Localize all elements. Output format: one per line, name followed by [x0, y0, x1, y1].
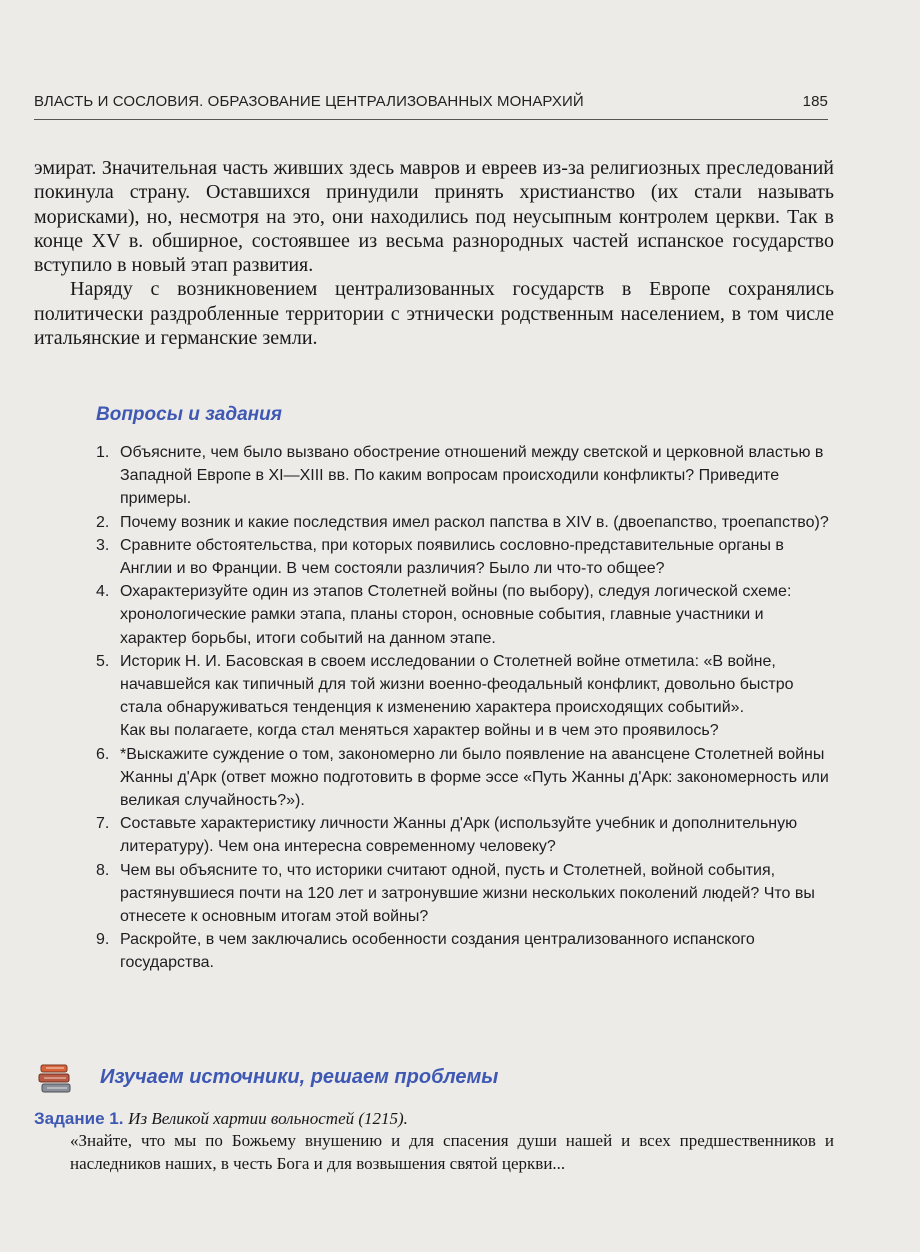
task-source: Из Великой хартии вольностей (1215).	[128, 1109, 408, 1128]
paragraph: Наряду с возникновением централизованных государств в Европе сохранялись политически раздробленные территории с этнически родственным населением, в том числе итальянские и германские земли.	[34, 278, 834, 350]
question-text: Историк Н. И. Басовская в своем исследовании о Столетней войне отметила: «В войне, начавшейся как типичный для той жизни военно-феодальный конфликт, довольно быстро стала обнаруживаться тенденция к изменению характера происходящих событий».	[120, 652, 794, 717]
question-number: 4.	[96, 583, 110, 601]
question-item	[96, 928, 832, 974]
sources-section	[34, 1060, 834, 1100]
page-number: 185	[802, 93, 828, 110]
question-item	[96, 859, 832, 929]
question-item	[96, 812, 832, 858]
questions-list	[96, 441, 832, 975]
task-label: Задание 1.	[34, 1109, 124, 1128]
question-text: Охарактеризуйте один из этапов Столетней войны (по выбору), следуя логической схеме: хронологические рамки этапа, планы сторон, основные события, главные участники и характер борьбы, итоги событий на данном этапе.	[120, 583, 792, 647]
question-text: Чем вы объясните то, что историки считают одной, пусть и Столетней, войной события, растянувшиеся почти на 120 лет и затронувшие жизни нескольких поколений людей? Что вы отнесете к основным итогам этой войны?	[120, 861, 815, 926]
books-icon	[38, 1062, 74, 1094]
question-text: Раскройте, в чем заключались особенности создания централизованного испанского государства.	[120, 931, 755, 972]
sources-heading: Изучаем источники, решаем проблемы	[100, 1066, 499, 1088]
question-followup: Как вы полагаете, когда стал меняться характер войны и в чем это проявилось?	[120, 722, 719, 740]
question-number: 6.	[96, 745, 110, 763]
question-text: Почему возник и какие последствия имел раскол папства в XIV в. (двоепапство, троепапство)?	[120, 513, 829, 531]
question-number: 9.	[96, 931, 110, 949]
question-number: 1.	[96, 444, 110, 461]
question-number: 3.	[96, 536, 110, 554]
task-line	[34, 1108, 834, 1130]
question-number: 2.	[96, 513, 110, 531]
questions-heading: Вопросы и задания	[96, 404, 282, 425]
source-quote: «Знайте, что мы по Божьему внушению и для спасения души нашей и всех предшественников и наследников наших, в честь Бога и для возвышения святой церкви...	[70, 1131, 834, 1173]
chapter-title: ВЛАСТЬ И СОСЛОВИЯ. ОБРАЗОВАНИЕ ЦЕНТРАЛИЗОВАННЫХ МОНАРХИЙ	[34, 93, 584, 110]
running-header	[34, 93, 828, 120]
question-text: Составьте характеристику личности Жанны д'Арк (используйте учебник и дополнительную литературу). Чем она интересна современному человеку?	[120, 815, 798, 856]
question-item	[96, 650, 832, 743]
question-item	[96, 441, 832, 511]
question-item	[96, 580, 832, 650]
question-item	[96, 511, 832, 534]
question-number: 5.	[96, 652, 110, 670]
question-number: 7.	[96, 815, 110, 833]
question-text: Сравните обстоятельства, при которых появились сословно-представительные органы в Англии и во Франции. В чем состояли различия? Было ли что-то общее?	[120, 536, 784, 578]
intro-text	[34, 156, 834, 350]
question-text: *Выскажите суждение о том, закономерно ли было появление на авансцене Столетней войны Жанны д'Арк (ответ можно подготовить в форме эссе «Путь Жанны д'Арк: закономерность или великая случайность?»).	[120, 745, 829, 810]
question-item	[96, 743, 832, 813]
question-item	[96, 534, 832, 580]
paragraph: эмират. Значительная часть живших здесь мавров и евреев из-за религиозных преследований покинула страну. Оставшихся принудили принять христианство (их стали называть морисками), но, несмотря на это, они находились под неусыпным контролем церкви. Так в конце XV в. обширное, состоявшее из весьма разнородных частей испанское государство вступило в новый этап развития.	[34, 157, 834, 277]
question-number: 8.	[96, 861, 110, 879]
question-text: Объясните, чем было вызвано обострение отношений между светской и церковной властью в Западной Европе в XI—XIII вв. По каким вопросам происходили конфликты? Приведите примеры.	[120, 444, 824, 508]
